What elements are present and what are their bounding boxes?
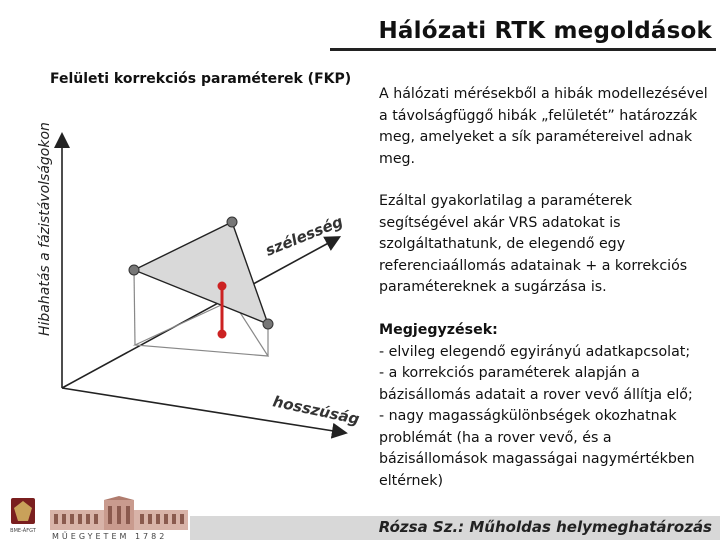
rover-point-top (218, 282, 227, 291)
note-item: - elvileg elegendő egyirányú adatkapcsolat; (379, 343, 691, 360)
institution-wordmark: MŰEGYETEM 1782 (52, 532, 168, 541)
notes-block (379, 320, 711, 492)
notes-heading: Megjegyzések: (379, 322, 498, 338)
paragraph-surface-model: A hálózati mérésekből a hibák modellezésével a távolságfüggő hibák „felületét” határozzák meg, amelyeket a sík paramétereivel adnak meg. (379, 86, 708, 167)
width-axis-label: szélesség (262, 212, 346, 260)
footer-author-title: Rózsa Sz.: Műholdas helymeghatározás (378, 518, 712, 536)
vertical-axis-label: Hibahatás a fázistávolságokon (37, 122, 53, 336)
station-point-left (129, 265, 139, 275)
length-axis-label: hosszúság (271, 392, 362, 429)
note-item: - a korrekciós paraméterek alapján a bázisállomás adatait a rover vevő állítja elő; (379, 365, 693, 403)
drop-line-left (134, 270, 135, 345)
paragraph-vrs-data: Ezáltal gyakorlatilag a paraméterek segítségével akár VRS adatokat is szolgáltathatunk, de elegendő egy referenciaállomás adatainak + a korrekciós paramétereknek a sugárzása is. (379, 193, 688, 295)
fkp-diagram (0, 120, 370, 440)
station-point-middle (227, 217, 237, 227)
bme-logo (8, 496, 38, 536)
station-point-right (263, 319, 273, 329)
slide-subtitle: Felületi korrekciós paraméterek (FKP) (50, 71, 352, 87)
title-underline (330, 48, 716, 51)
note-item: - nagy magasságkülönbségek okozhatnak problémát (ha a rover vevő, és a bázisállomások magasságai nagymértékben eltérnek) (379, 408, 695, 489)
svg-text:BME-ÁFGT: BME-ÁFGT (10, 528, 36, 534)
slide-title: Hálózati RTK megoldások (378, 18, 712, 44)
rover-point-bottom (218, 330, 227, 339)
correction-plane (134, 222, 268, 324)
